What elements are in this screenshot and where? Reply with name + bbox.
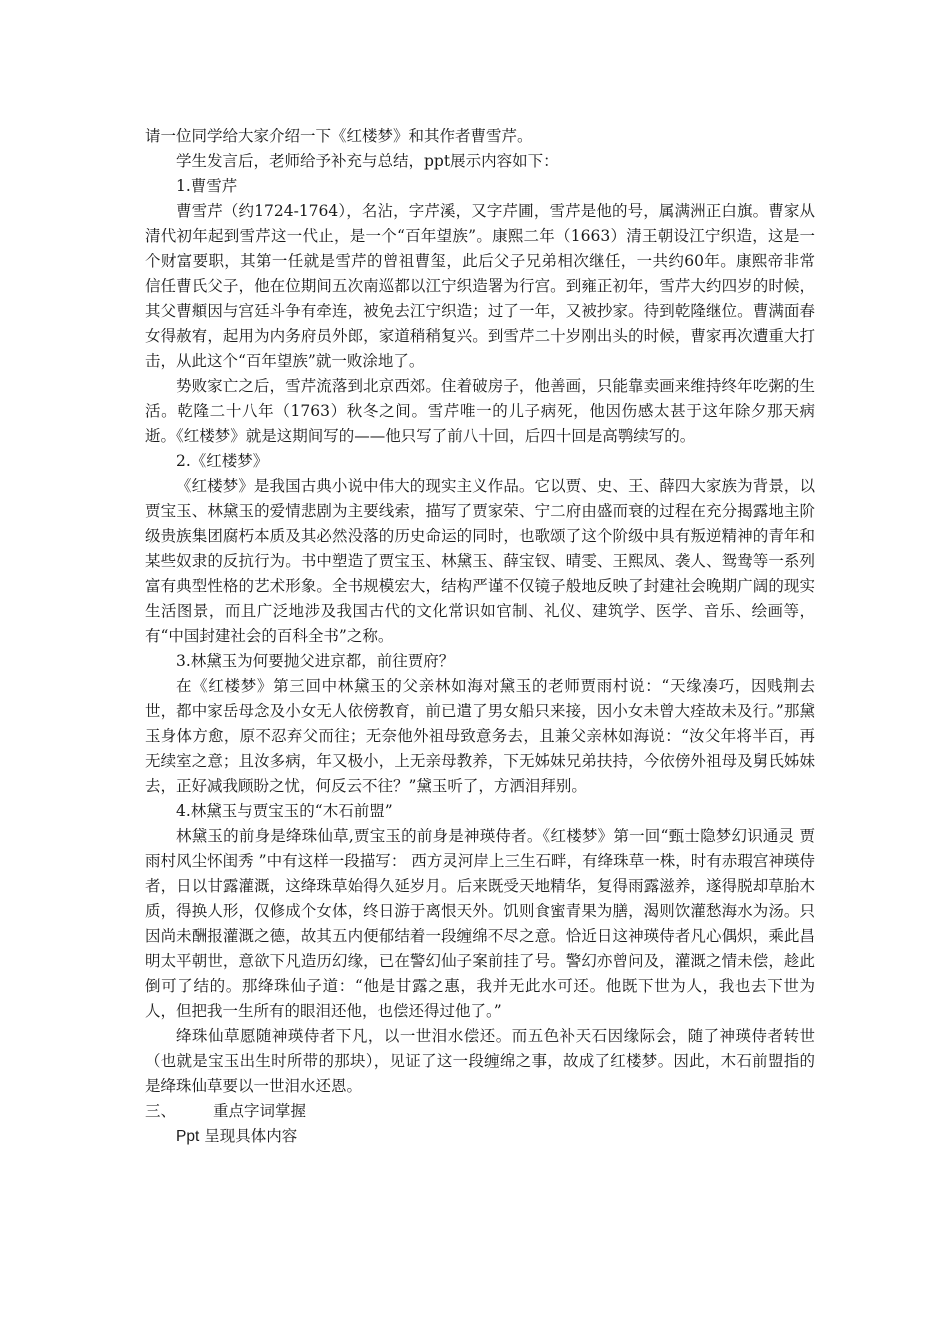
section-title: 重点字词掌握 (213, 1102, 307, 1120)
paragraph-novel-summary: 《红楼梦》是我国古典小说中伟大的现实主义作品。它以贾、史、王、薛四大家族为背景，以贾宝玉、林黛玉的爱情悲剧为主要线索，描写了贾家荣、宁二府由盛而衰的过程在充分揭露地主阶级贵族集团腐朽本质及其必然没落的历史命运的同时，也歌颂了这个阶级中具有叛逆精神的青年和某些奴隶的反抗行为。书中塑造了贾宝玉、林黛玉、薛宝钗、晴雯、王熙凤、袭人、鸳鸯等一系列富有典型性格的艺术形象。全书规模宏大，结构严谨不仅镜子般地反映了封建社会晚期广阔的现实生活图景，而且广泛地涉及我国古代的文化常识如官制、礼仪、建筑学、医学、音乐、绘画等，有“中国封建社会的百科全书”之称。 (145, 477, 815, 645)
paragraph-legend: 林黛玉的前身是绛珠仙草,贾宝玉的前身是神瑛侍者。《红楼梦》第一回“甄士隐梦幻识通灵 贾雨村风尘怀闺秀 ”中有这样一段描写： 西方灵河岸上三生石畔，有绛珠草一株，时有赤瑕宫神瑛侍者，日以甘露灌溉，这绛珠草始得久延岁月。后来既受天地精华，复得雨露滋养，遂得脱却草胎木质，得换人形，仅修成个女体，终日游于离恨天外。饥则食蜜青果为膳，渴则饮灌愁海水为汤。只因尚未酬报灌溉之德，故其五内便郁结着一段缠绵不尽之意。恰近日这神瑛侍者凡心偶炽，乘此昌明太平朝世，意欲下凡造历幻缘，已在警幻仙子案前挂了号。警幻亦曾问及，灌溉之情未偿，趁此倒可了结的。那绛珠仙子道：“他是甘露之惠，我并无此水可还。他既下世为人，我也去下世为人，但把我一生所有的眼泪还他，也偿还得过他了。” (145, 827, 815, 1020)
section-number: 三、 (145, 1102, 177, 1120)
section-three-heading (145, 1099, 815, 1124)
heading-hongloumeng: 2.《红楼梦》 (176, 452, 269, 470)
document-body (145, 124, 815, 1149)
paragraph-biography: 曹雪芹（约1724-1764），名沾，字芹溪，又字芹圃，雪芹是他的号，属满洲正白旗。曹家从清代初年起到雪芹这一代止，是一个“百年望族”。康熙二年（1663）清王朝设江宁织造，这是一个财富要职，其第一任就是雪芹的曾祖曹玺，此后父子兄弟相次继任，一共约60年。康熙帝非常信任曹氏父子，他在位期间五次南巡都以江宁织造署为行宫。到雍正初年，雪芹大约四岁的时候，其父曹頫因与宫廷斗争有牵连，被免去江宁织造；过了一年，又被抄家。待到乾隆继位。曹满面春女得赦宥，起用为内务府员外郎，家道稍稍复兴。到雪芹二十岁刚出头的时候，曹家再次遭重大打击，从此这个“百年望族”就一败涂地了。 (145, 202, 815, 370)
ppt-note: 学生发言后，老师给予补充与总结，ppt展示内容如下： (176, 152, 559, 170)
ppt-word: Ppt (176, 1128, 200, 1145)
ppt-rest: 呈现具体内容 (204, 1127, 298, 1145)
paragraph-daiyu-answer: 在《红楼梦》第三回中林黛玉的父亲林如海对黛玉的老师贾雨村说：“天缘凑巧，因贱荆去世，都中家岳母念及小女无人依傍教育，前已遣了男女船只来接，因小女未曾大痊故未及行。”那黛玉身体方愈，原不忍弃父而往；无奈他外祖母致意务去，且兼父亲林如海说：“汝父年将半百，再无续室之意；且汝多病，年又极小，上无亲母教养，下无姊妹兄弟扶持，今依傍外祖母及舅氏姊妹去，正好减我顾盼之忧，何反云不往？”黛玉听了，方洒泪拜别。 (145, 677, 815, 795)
heading-mushi-qianmeng: 4.林黛玉与贾宝玉的“木石前盟” (176, 802, 393, 820)
paragraph-later-life: 势败家亡之后，雪芹流落到北京西郊。住着破房子，他善画，只能靠卖画来维持终年吃粥的生活。乾隆二十八年（1763）秋冬之间。雪芹唯一的儿子病死，他因伤感太甚于这年除夕那天病逝。《红楼梦》就是这期间写的——他只写了前八十回，后四十回是高鹗续写的。 (145, 377, 815, 445)
intro-line: 请一位同学给大家介绍一下《红楼梦》和其作者曹雪芹。 (145, 127, 533, 145)
heading-cao-xueqin: 1.曹雪芹 (176, 177, 238, 195)
paragraph-conclusion: 绛珠仙草愿随神瑛侍者下凡，以一世泪水偿还。而五色补天石因缘际会，随了神瑛侍者转世（也就是宝玉出生时所带的那块），见证了这一段缠绵之事，故成了红楼梦。因此，木石前盟指的是绛珠仙草要以一世泪水还恩。 (145, 1027, 815, 1095)
ppt-content-line (145, 1124, 815, 1149)
heading-daiyu-question: 3.林黛玉为何要抛父进京都，前往贾府？ (176, 652, 455, 670)
